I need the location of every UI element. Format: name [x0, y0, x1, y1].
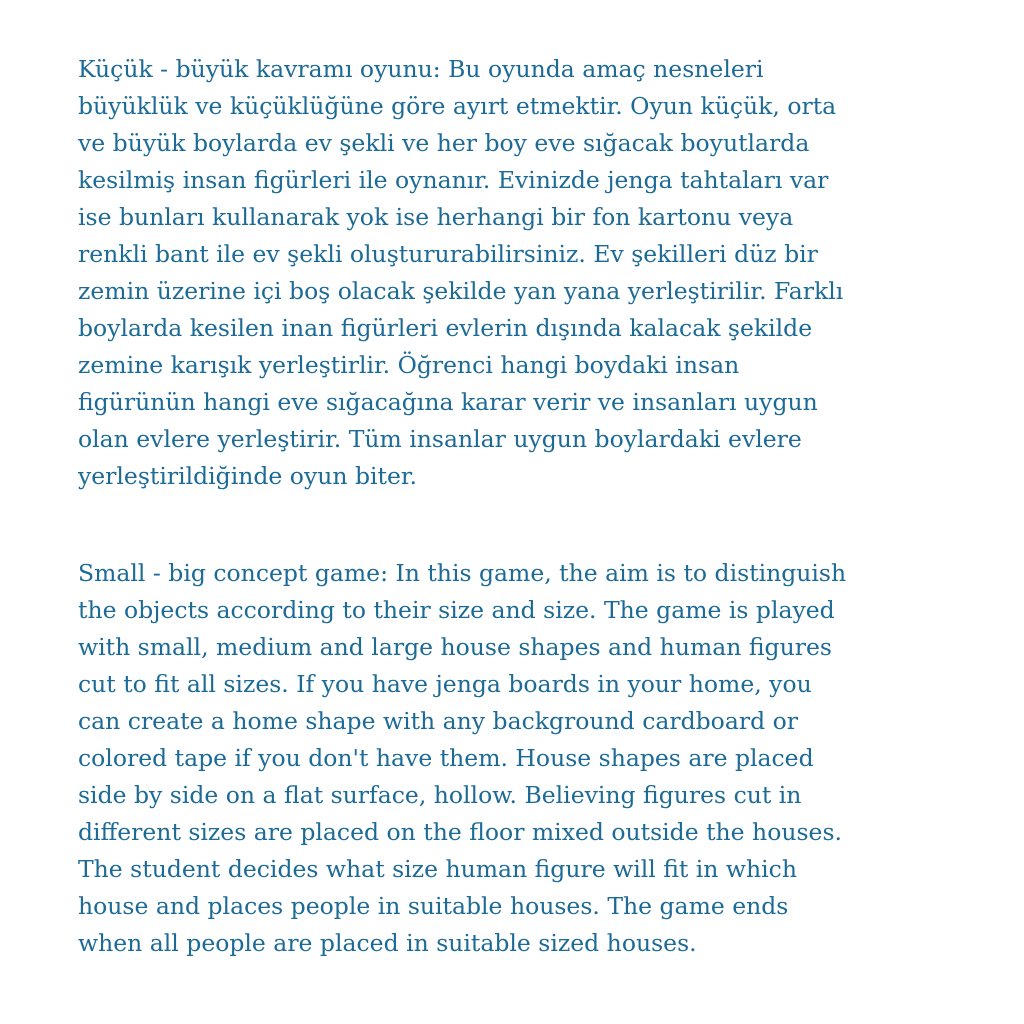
paragraph-english: Small - big concept game: In this game, the aim is to distinguish the objects according to their size and size. The game is played with small, medium and large house shapes and human figures cut to fit all sizes. If you have jenga boards in your home, you can create a home shape with any background cardboard or colored tape if you don't have them. House shapes are placed side by side on a flat surface, hollow. Believing figures cut in different sizes are placed on the floor mixed outside the houses. The student decides what size human figure will fit in which house and places people in suitable houses. The game ends when all people are placed in suitable sized houses. [78, 559, 847, 957]
paragraph-turkish: Küçük - büyük kavramı oyunu: Bu oyunda amaç nesneleri büyüklük ve küçüklüğüne göre ayırt etmektir. Oyun küçük, orta ve büyük boylarda ev şekli ve her boy eve sığacak boyutlarda kesilmiş insan figürleri ile oynanır. Evinizde jenga tahtaları var ise bunları kullanarak yok ise herhangi bir fon kartonu veya renkli bant ile ev şekli oluştururabilirsiniz. Ev şekilleri düz bir zemin üzerine içi boş olacak şekilde yan yana yerleştirilir. Farklı boylarda kesilen inan figürleri evlerin dışında kalacak şekilde zemine karışık yerleştirlir. Öğrenci hangi boydaki insan figürünün hangi eve sığacağına karar verir ve insanları uygun olan evlere yerleştirir. Tüm insanlar uygun boylardaki evlere yerleştirildiğinde oyun biter. [78, 55, 844, 490]
